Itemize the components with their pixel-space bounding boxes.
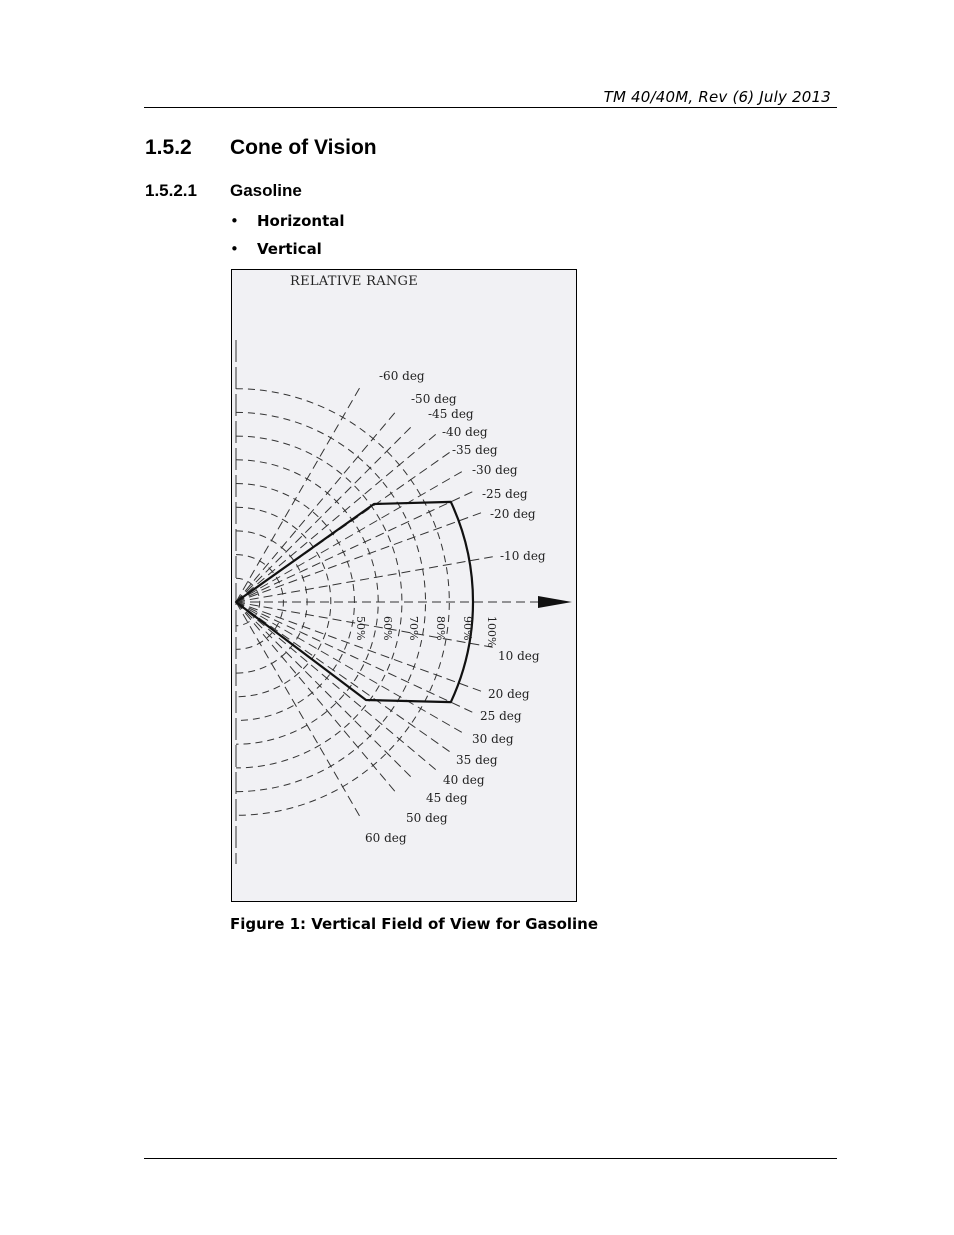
bullet-dot-icon: • [230,212,239,230]
document-reference: TM 40/40M, Rev (6) July 2013 [603,88,831,106]
subsection-title: Gasoline [230,181,302,200]
angle-label: -30 deg [472,463,518,477]
section-number: 1.5.2 [145,136,192,159]
angle-ray [236,492,472,602]
angle-ray [236,427,411,602]
range-label: 100% [485,616,498,648]
angle-label: -10 deg [500,549,546,563]
angle-label: -50 deg [411,392,457,406]
angle-label: 35 deg [456,753,498,767]
figure-title: RELATIVE RANGE [290,274,419,289]
bullet-label: Horizontal [257,212,345,230]
angle-label: 50 deg [406,811,448,825]
range-label: 90% [461,616,474,641]
figure-relative-range [231,269,577,902]
angle-label: 30 deg [472,732,514,746]
angle-ray [236,602,360,816]
angle-label: 40 deg [443,773,485,787]
angle-label: 10 deg [498,649,540,663]
header-rule [144,107,837,108]
axis-arrow-icon [538,596,572,608]
angle-label: -25 deg [482,487,528,501]
range-label: 60% [381,616,394,641]
angle-ray [236,388,360,602]
angle-label: 45 deg [426,791,468,805]
section-title: Cone of Vision [230,136,377,159]
subsection-number: 1.5.2.1 [145,181,197,200]
range-label: 50% [354,616,367,641]
footer-rule [144,1158,837,1159]
angle-label: -35 deg [452,443,498,457]
angle-label: -40 deg [442,425,488,439]
angle-label: -45 deg [428,407,474,421]
angle-label: -20 deg [490,507,536,521]
bullet-dot-icon: • [230,240,239,258]
angle-label: -60 deg [379,369,425,383]
angle-label: 60 deg [365,831,407,845]
bullet-label: Vertical [257,240,322,258]
polar-chart [232,270,576,901]
angle-label: 25 deg [480,709,522,723]
range-label: 80% [434,616,447,641]
angle-label: 20 deg [488,687,530,701]
figure-caption: Figure 1: Vertical Field of View for Gasoline [230,915,599,933]
range-label: 70% [407,616,420,641]
